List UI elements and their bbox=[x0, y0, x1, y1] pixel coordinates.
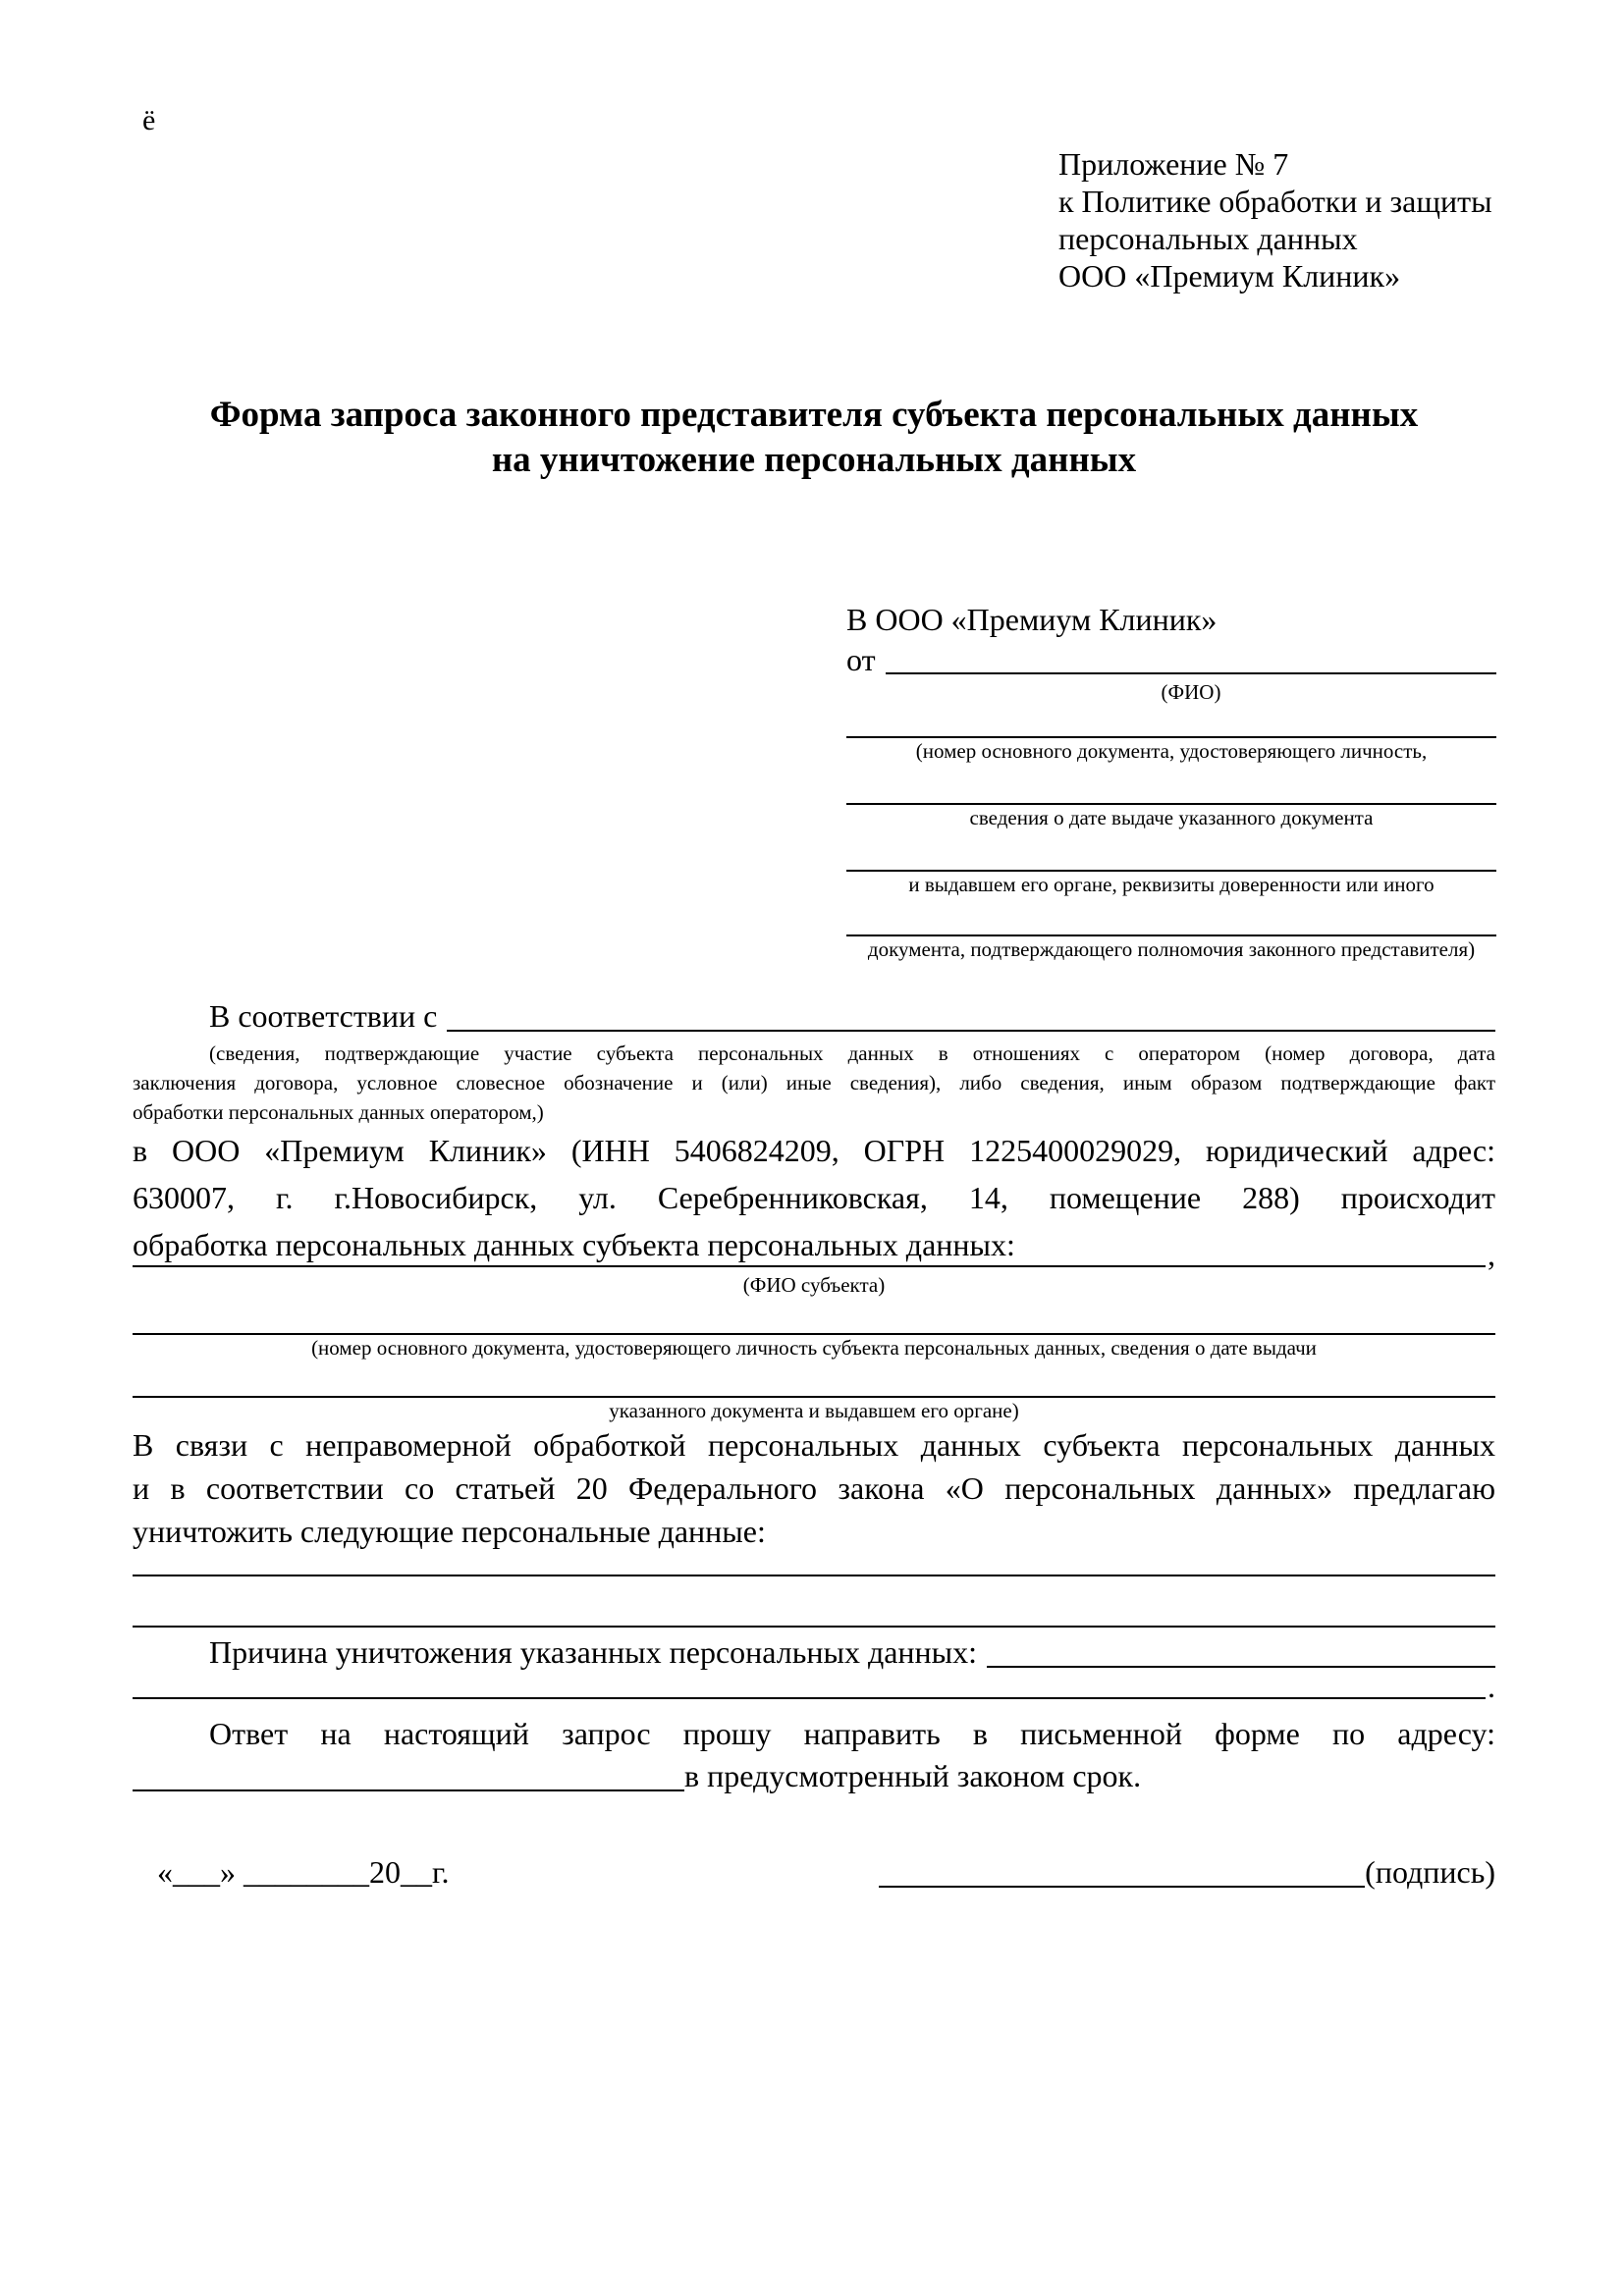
from-row bbox=[846, 640, 1496, 679]
note-line: заключения договора, условное словесное обозначение и (или) иные сведения), либо сведения, иным образом подтверждающие факт bbox=[133, 1071, 1495, 1095]
reply-tail: в предусмотренный законом срок. bbox=[684, 1758, 1142, 1793]
operator-line: 630007, г. г.Новосибирск, ул. Серебренниковская, 14, помещение 288) происходит bbox=[133, 1180, 1495, 1215]
operator-line: в ООО «Премиум Клиник» (ИНН 5406824209, ОГРН 1225400029029, юридический адрес: bbox=[133, 1133, 1495, 1168]
accordance-lead: В соответствии с bbox=[209, 998, 438, 1034]
note-line: (сведения, подтверждающие участие субъекта персональных данных в отношениях с оператором (номер договора, дата bbox=[209, 1041, 1495, 1065]
from-fill-line bbox=[886, 672, 1496, 674]
operator-line: обработка персональных данных субъекта персональных данных: bbox=[133, 1227, 1015, 1262]
blank-line bbox=[133, 1575, 1495, 1576]
document-title bbox=[133, 393, 1495, 483]
stray-char: ё bbox=[142, 104, 156, 136]
reason-fill-line bbox=[987, 1666, 1495, 1668]
subject-fio-caption: (ФИО субъекта) bbox=[742, 1273, 886, 1297]
line-caption: и выдавшем его органе, реквизиты доверенности или иного bbox=[908, 873, 1435, 896]
date-line: «___» ________20__г. bbox=[157, 1854, 450, 1890]
signature-group bbox=[879, 1851, 1495, 1893]
title-line: Форма запроса законного представителя субъекта персональных данных bbox=[209, 395, 1419, 435]
line-caption: документа, подтверждающего полномочия законного представителя) bbox=[867, 937, 1476, 961]
subject-doc-caption: (номер основного документа, удостоверяющего личность субъекта персональных данных, сведения о дате выдачи bbox=[311, 1336, 1317, 1360]
accordance-note bbox=[133, 1039, 1495, 1127]
reason-lead: Причина уничтожения указанных персональных данных: bbox=[209, 1634, 978, 1670]
title-line: на уничтожение персональных данных bbox=[491, 440, 1137, 480]
reason-continuation-row bbox=[133, 1669, 1495, 1704]
comma-suffix: , bbox=[1488, 1237, 1495, 1272]
signature-caption: (подпись) bbox=[1365, 1854, 1495, 1890]
note-line: обработки персональных данных оператором,) bbox=[133, 1100, 544, 1124]
fio-caption: (ФИО) bbox=[1161, 680, 1221, 704]
reason-row bbox=[133, 1631, 1495, 1673]
destroy-line: В связи с неправомерной обработкой персональных данных субъекта персональных данных bbox=[133, 1427, 1495, 1463]
destroy-line: и в соответствии со статьей 20 Федерального закона «О персональных данных» предлагаю bbox=[133, 1470, 1495, 1506]
subject-block bbox=[133, 1237, 1495, 1423]
subject-doc-caption: указанного документа и выдавшем его органе) bbox=[609, 1399, 1019, 1422]
appendix-line: ООО «Премиум Клиник» bbox=[1058, 258, 1401, 294]
reason-continuation-line bbox=[133, 1697, 1486, 1699]
line-caption: сведения о дате выдаче указанного документа bbox=[969, 806, 1374, 829]
period-suffix: . bbox=[1488, 1669, 1495, 1704]
reply-address-row bbox=[133, 1755, 1495, 1796]
accordance-fill-line bbox=[447, 1030, 1495, 1032]
footer-row bbox=[133, 1851, 1495, 1893]
line-caption: (номер основного документа, удостоверяющего личность, bbox=[915, 739, 1428, 763]
accordance-row bbox=[133, 995, 1495, 1037]
subject-fill-line bbox=[133, 1265, 1486, 1267]
signature-fill-line bbox=[879, 1886, 1365, 1888]
from-label: от bbox=[846, 642, 876, 677]
reply-fill-line bbox=[133, 1789, 684, 1791]
appendix-header bbox=[1058, 145, 1492, 294]
blank-line bbox=[133, 1626, 1495, 1628]
addressee-block bbox=[846, 599, 1496, 962]
appendix-line: персональных данных bbox=[1058, 221, 1358, 256]
addressee-organization: В ООО «Премиум Клиник» bbox=[846, 602, 1218, 637]
destroy-line: уничтожить следующие персональные данные: bbox=[133, 1514, 766, 1549]
reply-paragraph-line: Ответ на настоящий запрос прошу направить в письменной форме по адресу: bbox=[209, 1716, 1495, 1751]
destroy-paragraph bbox=[133, 1423, 1495, 1553]
subject-fio-row bbox=[133, 1237, 1495, 1272]
appendix-line: Приложение № 7 bbox=[1058, 146, 1289, 182]
appendix-line: к Политике обработки и защиты bbox=[1058, 184, 1492, 219]
